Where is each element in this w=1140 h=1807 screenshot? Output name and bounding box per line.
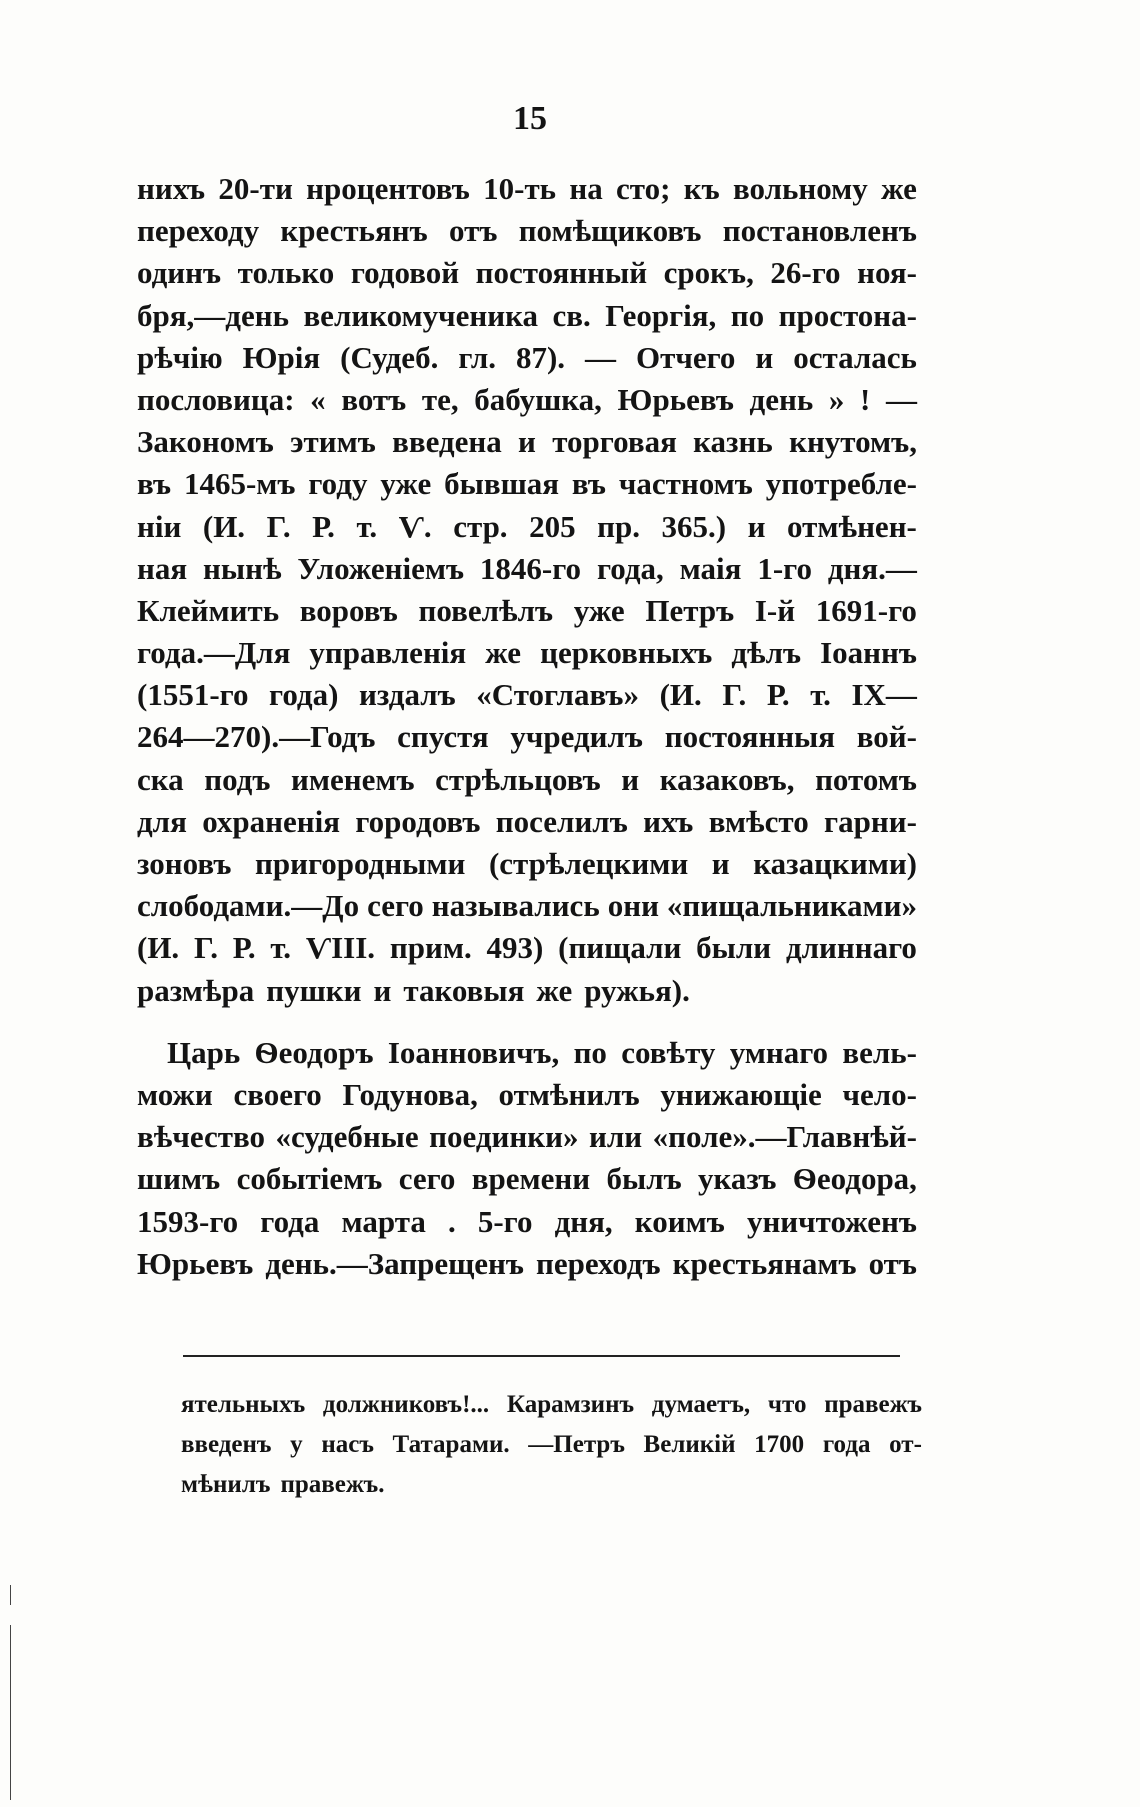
word: былъ	[606, 1161, 682, 1197]
word: день	[749, 381, 814, 417]
text-line	[137, 1032, 917, 1074]
word: «поле».—Главнѣй-	[652, 1119, 917, 1155]
footnote-word: от-	[889, 1431, 922, 1458]
word: уже	[573, 592, 625, 628]
word: пушки	[266, 972, 362, 1008]
text-line	[137, 210, 917, 252]
word: ружья).	[584, 972, 690, 1008]
word: и	[621, 761, 640, 797]
word: ноя-	[857, 255, 917, 291]
word: этимъ	[290, 424, 376, 460]
word: введена	[392, 424, 502, 460]
word: нынѣ	[203, 550, 282, 586]
word: 205	[529, 508, 576, 544]
word: дня,	[554, 1203, 613, 1239]
margin-mark	[10, 1625, 11, 1800]
word: 365.)	[661, 508, 727, 544]
word: Г.	[266, 508, 291, 544]
word: 1-го	[757, 550, 812, 586]
footnote-word: у	[290, 1431, 303, 1458]
word: частномъ	[618, 466, 753, 502]
word: года,	[596, 550, 664, 586]
word: 20-ти	[218, 171, 293, 206]
word: гл.	[458, 339, 496, 375]
word: года)	[269, 677, 339, 713]
text-line	[137, 1158, 917, 1200]
text-line	[137, 1243, 917, 1285]
text-line	[137, 590, 917, 632]
word: Р.	[232, 930, 256, 966]
word: пр.	[597, 508, 640, 544]
word: слободами.—До	[137, 888, 360, 924]
word: дѣлъ	[731, 635, 802, 671]
word: году	[308, 466, 368, 502]
word: въ	[571, 466, 606, 502]
word: именемъ	[290, 761, 415, 797]
word: въ	[137, 466, 172, 502]
word: Ѳеодоръ	[254, 1034, 374, 1070]
text-line	[137, 970, 917, 1012]
word: повелѣлъ	[418, 592, 554, 628]
word: простона-	[778, 297, 917, 333]
word: стр.	[453, 508, 508, 544]
word: поединки»	[429, 1119, 579, 1155]
word: воровъ	[299, 592, 398, 628]
word: Р.	[766, 677, 790, 713]
word: вмѣсто	[708, 803, 809, 839]
word: употребле-	[765, 466, 917, 502]
word: осталась	[793, 339, 917, 375]
word: крестьянамъ	[672, 1245, 857, 1281]
word: 5-го	[477, 1203, 533, 1239]
word: (стрѣлецкими	[488, 846, 689, 881]
word: событіемъ	[236, 1161, 383, 1197]
word: кнутомъ,	[789, 424, 917, 460]
word: Отчего	[636, 339, 736, 375]
word: Г.	[193, 930, 218, 966]
word: срокъ,	[663, 255, 754, 291]
footnote-word: правежъ.	[280, 1471, 385, 1498]
word: по	[730, 297, 765, 333]
word: (И.	[659, 677, 702, 713]
word: спустя	[397, 719, 489, 755]
word: (Судеб.	[340, 339, 439, 375]
word: Іоанновичъ,	[387, 1034, 560, 1070]
word: можи	[137, 1076, 213, 1112]
word: т.	[356, 508, 378, 544]
word: Ѳеодора,	[792, 1161, 917, 1197]
word: вольному	[732, 171, 868, 206]
word: маія	[679, 550, 742, 586]
word: и	[711, 846, 730, 881]
text-line	[137, 337, 917, 379]
word: рѣчію	[137, 339, 223, 375]
word: Юрьевъ	[137, 1245, 254, 1281]
word: Іоаннъ	[820, 635, 917, 671]
word: день.—Запрещенъ	[265, 1245, 524, 1281]
word: св.	[552, 297, 591, 333]
word: сто;	[616, 171, 671, 206]
word: же	[881, 171, 917, 206]
word: постоянный	[475, 255, 648, 291]
word: ѴIII.	[305, 930, 376, 966]
text-line	[137, 1116, 917, 1158]
text-line	[137, 1201, 917, 1243]
word: «	[310, 381, 326, 417]
word: сего	[367, 888, 424, 924]
word: отмѣнилъ	[498, 1076, 640, 1112]
word: совѣту	[621, 1034, 716, 1070]
word: шимъ	[137, 1161, 221, 1197]
footnote-line	[181, 1465, 922, 1505]
footnote-word: ятельныхъ	[181, 1391, 306, 1418]
word: годовой	[350, 255, 460, 291]
word: бабушка,	[474, 381, 602, 417]
word: учредилъ	[510, 719, 643, 755]
word: 1593-го	[137, 1203, 239, 1239]
word: размѣра	[137, 972, 255, 1008]
text-line	[137, 252, 917, 294]
word: 493)	[486, 930, 544, 966]
word: ихъ	[643, 803, 694, 839]
word: нроцентовъ	[306, 171, 470, 206]
word: (пищали	[558, 930, 682, 966]
text-line	[137, 716, 917, 758]
word: вѣчество	[137, 1119, 265, 1155]
word: чело-	[842, 1076, 917, 1112]
word: пословица:	[137, 381, 295, 417]
margin-mark	[10, 1585, 11, 1605]
word: къ	[683, 171, 720, 206]
footnote-word: 1700	[754, 1431, 805, 1458]
footnote-word: насъ	[321, 1431, 374, 1458]
word: прим.	[389, 930, 472, 966]
word: 26-го	[770, 255, 841, 291]
page-number: 15	[513, 100, 547, 137]
word: умнаго	[729, 1034, 829, 1070]
word: (1551-го	[137, 677, 249, 713]
word: коимъ	[634, 1203, 725, 1239]
word: отъ	[868, 1245, 917, 1281]
word: охраненія	[202, 803, 341, 839]
word: бывшая	[444, 466, 560, 502]
word: казаковъ,	[659, 761, 795, 797]
word: (И.	[137, 930, 180, 966]
word: Уложеніемъ	[297, 550, 465, 586]
word: 1846-го	[479, 550, 582, 586]
word: указъ	[698, 1161, 777, 1197]
text-line	[137, 843, 917, 885]
word: бря,—день	[137, 297, 289, 333]
word: издалъ	[359, 677, 456, 713]
word: стрѣльцовъ	[435, 761, 601, 797]
word: великомученика	[303, 297, 539, 333]
word: дня.—	[827, 550, 917, 586]
word: Закономъ	[137, 424, 274, 460]
word: —	[585, 339, 617, 375]
word: года	[260, 1203, 320, 1239]
body-text	[137, 168, 917, 1285]
footnote-word: Татарами.	[392, 1431, 510, 1458]
word: только	[237, 255, 335, 291]
word: 87).	[515, 339, 566, 375]
word: сего	[398, 1161, 456, 1197]
word: казнь	[693, 424, 773, 460]
footnote-word: Великій	[643, 1431, 736, 1458]
word: торговая	[552, 424, 677, 460]
word: были	[696, 930, 772, 966]
footnote-word: думаетъ,	[651, 1391, 751, 1418]
word: Царь	[167, 1034, 241, 1070]
text-line	[137, 1074, 917, 1116]
word: 1691-го	[815, 592, 917, 628]
footnote-word: введенъ	[181, 1431, 272, 1458]
word: »	[828, 381, 845, 417]
word: и	[755, 339, 774, 375]
word: по	[573, 1034, 607, 1070]
text-line	[137, 759, 917, 801]
text-line	[137, 421, 917, 463]
word: те,	[421, 381, 459, 417]
word: городовъ	[355, 803, 481, 839]
word: ная	[137, 550, 188, 586]
word: назывались	[431, 888, 600, 924]
word: марта	[341, 1203, 426, 1239]
word: времени	[471, 1161, 591, 1197]
footnote-word: —Петръ	[528, 1431, 625, 1458]
word: управленія	[309, 635, 467, 671]
word: же	[485, 635, 522, 671]
word: «судебные	[275, 1119, 419, 1155]
footnote-word: правежъ	[824, 1391, 922, 1418]
word: т.	[270, 930, 292, 966]
word: «Стоглавъ»	[476, 677, 639, 713]
word: и	[373, 972, 392, 1008]
word: Годунова,	[342, 1076, 478, 1112]
text-line	[137, 885, 917, 927]
text-line	[137, 548, 917, 590]
word: для	[137, 803, 187, 839]
text-line	[137, 295, 917, 337]
word: казацкими)	[753, 846, 917, 881]
word: 1465-мъ	[183, 466, 296, 502]
word: зоновъ	[137, 846, 232, 881]
text-line	[137, 632, 917, 674]
word: ска	[137, 761, 184, 797]
word: Петръ	[645, 592, 735, 628]
word: вотъ	[341, 381, 407, 417]
word: нихъ	[137, 171, 206, 206]
word: Георгія,	[605, 297, 717, 333]
word: уничтоженъ	[746, 1203, 917, 1239]
word: Юрьевъ	[617, 381, 734, 417]
footnote	[181, 1385, 922, 1505]
text-line	[137, 506, 917, 548]
word: уже	[380, 466, 432, 502]
word: переходъ	[535, 1245, 661, 1281]
word: одинъ	[137, 255, 222, 291]
word: церковныхъ	[540, 635, 713, 671]
word: поселилъ	[495, 803, 628, 839]
footnote-word: должниковъ!...	[322, 1391, 490, 1418]
text-line	[137, 379, 917, 421]
footnote-word: года	[822, 1431, 871, 1458]
word: Р.	[312, 508, 335, 544]
word: отъ	[449, 213, 498, 249]
word: они	[607, 888, 659, 924]
word: Ѵ.	[398, 508, 432, 544]
word: на	[569, 171, 603, 206]
word: унижающіе	[660, 1076, 822, 1112]
text-line	[137, 463, 917, 505]
word: IX—	[851, 677, 917, 713]
word: и	[518, 424, 536, 460]
word: т.	[810, 677, 831, 713]
word: гарни-	[824, 803, 917, 839]
footnote-line	[181, 1385, 922, 1425]
word: постоянныя	[664, 719, 836, 755]
word: таковыя	[403, 972, 525, 1008]
word: потомъ	[815, 761, 917, 797]
paragraph-gap	[137, 1012, 917, 1032]
word: переходу	[137, 213, 260, 249]
word: своего	[233, 1076, 322, 1112]
footnote-word: что	[767, 1391, 807, 1418]
word: Г.	[722, 677, 747, 713]
word: же	[536, 972, 573, 1008]
word: ніи	[137, 508, 182, 544]
word: «пищальниками»	[666, 888, 917, 924]
text-line	[137, 674, 917, 716]
word: постановленъ	[722, 213, 917, 249]
text-line	[137, 801, 917, 843]
word: крестьянъ	[280, 213, 428, 249]
footnote-line	[181, 1425, 922, 1465]
word: года.—Для	[137, 635, 291, 671]
word: вой-	[856, 719, 917, 755]
word: или	[589, 1119, 643, 1155]
word: отмѣнен-	[787, 508, 917, 544]
word: длиннаго	[785, 930, 917, 966]
word: —	[885, 381, 917, 417]
footnote-separator	[183, 1355, 900, 1357]
word: помѣщиковъ	[518, 213, 702, 249]
word: 10-ть	[483, 171, 557, 206]
word: вель-	[842, 1034, 917, 1070]
word: Клеймить	[137, 592, 280, 628]
word: подъ	[204, 761, 271, 797]
word: Юрія	[242, 339, 321, 375]
word: 264—270).—Годъ	[137, 719, 376, 755]
footnote-word: мѣнилъ	[181, 1471, 271, 1498]
word: (И.	[202, 508, 246, 544]
word: .	[447, 1203, 456, 1239]
text-line	[137, 168, 917, 210]
word: І-й	[754, 592, 796, 628]
footnote-word: Карамзинъ	[506, 1391, 635, 1418]
word: пригородными	[255, 846, 466, 881]
text-line	[137, 927, 917, 969]
word: и	[747, 508, 766, 544]
word: !	[860, 381, 871, 417]
